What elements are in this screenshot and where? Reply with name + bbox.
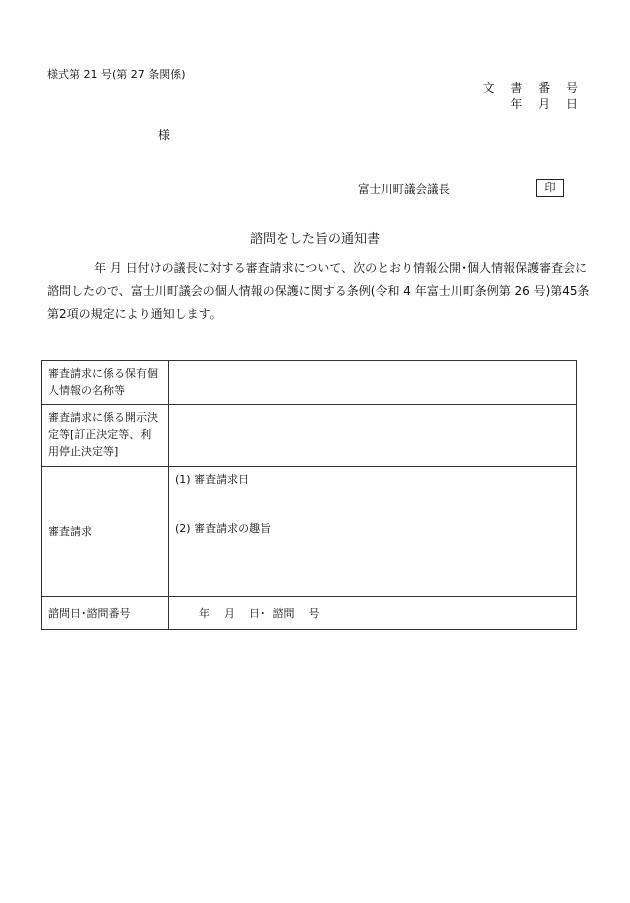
document-number-label: 文 書 番 号 <box>482 81 584 95</box>
table-row <box>42 597 577 630</box>
table-row <box>42 467 577 597</box>
body-line-3: 第2項の規定により通知します。 <box>47 307 222 321</box>
review-request-purpose-item: (2) 審査請求の趣旨 <box>175 522 272 535</box>
review-request-value <box>169 467 577 597</box>
document-date-label: 年 月 日 <box>510 97 584 111</box>
body-line-2: 諮問したので、富士川町議会の個人情報の保護に関する条例(令和 4 年富士川町条例第 26 号)第45条 <box>47 284 590 298</box>
recipient-honorific: 様 <box>158 128 171 142</box>
form-number: 様式第 21 号(第 27 条関係) <box>47 68 186 81</box>
seal-mark: 印 <box>536 179 564 197</box>
disclosure-decision-value <box>169 405 577 467</box>
review-request-label: 審査請求 <box>42 467 169 597</box>
body-line-1: 年 月 日付けの議長に対する審査請求について、次のとおり情報公開･個人情報保護審査会に <box>94 261 588 275</box>
document-title: 諮問をした旨の通知書 <box>249 232 380 247</box>
consultation-label: 諮問日･諮問番号 <box>42 597 169 630</box>
consultation-date-number: 年 月 日･ 諮問 号 <box>199 606 320 620</box>
table-row <box>42 361 577 405</box>
table-row <box>42 405 577 467</box>
details-table <box>41 360 577 630</box>
record-name-label: 審査請求に係る保有個人情報の名称等 <box>42 361 169 405</box>
sender-name: 富士川町議会議長 <box>358 182 450 196</box>
body-paragraph <box>47 257 590 326</box>
disclosure-decision-label: 審査請求に係る開示決定等[訂正決定等、利用停止決定等] <box>42 405 169 467</box>
record-name-value <box>169 361 577 405</box>
review-request-date-item: (1) 審査請求日 <box>175 473 250 486</box>
consultation-value <box>169 597 577 630</box>
document-meta <box>482 80 584 112</box>
